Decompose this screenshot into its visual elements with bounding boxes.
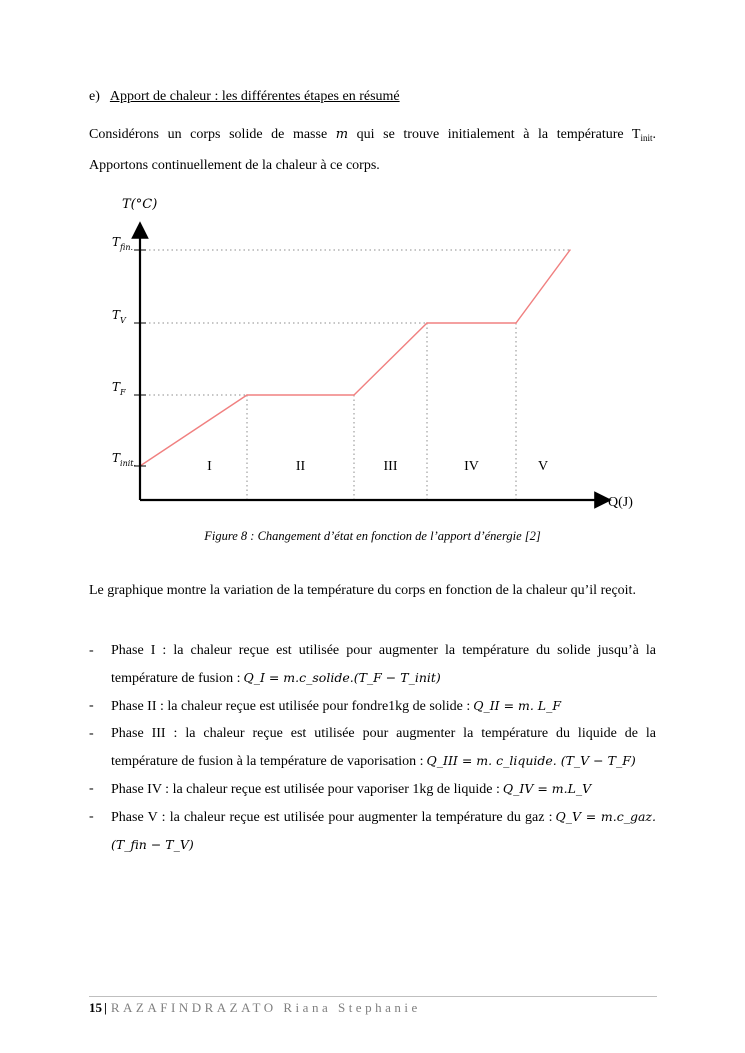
data-point	[426, 322, 428, 324]
description-paragraph: Le graphique montre la variation de la température du corps en fonction de la chaleur qu’il reçoit.	[89, 583, 636, 598]
temperature-line	[140, 250, 570, 466]
footer-rule	[89, 996, 657, 997]
list-item: - Phase V : la chaleur reçue est utilisée pour augmenter la température du gaz : Q_V = m.c_gaz.(T_fin − T_V)	[89, 809, 656, 852]
section-letter: e)	[89, 89, 100, 104]
t-init-subscript: init	[640, 133, 653, 143]
phase-label-group	[207, 459, 548, 474]
y-tick-label: $T_{fin.}$	[112, 235, 134, 252]
formula: Q_III = m. c_liquide. (T_V − T_F)	[426, 753, 636, 768]
list-item: - Phase IV : la chaleur reçue est utilisée pour vaporiser 1kg de liquide : Q_IV = m.L_V	[89, 781, 592, 797]
y-tick-label: $T_{init.}$	[112, 451, 137, 468]
data-point	[353, 394, 355, 396]
formula: Q_IV = m.L_V	[502, 781, 592, 796]
formula: Q_V = m.c_gaz.(T_fin − T_V)	[111, 809, 656, 852]
y-tick-label: $T_V$	[112, 308, 126, 325]
y-axis-label: T(°C)	[122, 197, 158, 212]
mass-symbol: m	[335, 127, 349, 142]
section-title: Apport de chaleur : les différentes étapes en résumé	[109, 89, 400, 104]
x-axis-label: Q(J)	[608, 495, 633, 510]
phase-label: I	[207, 459, 212, 474]
y-tick-label: $T_F$	[112, 380, 126, 397]
phase-label: IV	[464, 459, 479, 474]
data-point	[515, 322, 517, 324]
phase-change-chart	[100, 190, 660, 520]
chart-series	[139, 249, 571, 467]
phase-label: III	[383, 459, 398, 474]
section-heading	[89, 89, 400, 105]
phase-label: V	[537, 459, 549, 474]
intro-paragraph	[89, 121, 656, 180]
phase-list	[89, 637, 656, 859]
intro-line-1: Considérons un corps solide de masse m qui se trouve initialement à la température $T_{init}$.	[89, 127, 656, 143]
list-item: - Phase II : la chaleur reçue est utilisée pour fondre1kg de solide : Q_II = m. L_F	[89, 698, 562, 714]
list-item: - Phase III : la chaleur reçue est utilisée pour augmenter la température du liquide de la température de fusion à la température de vaporisation : Q_III = m. c_liquide. (T_V − T_F)	[89, 726, 656, 769]
figure-caption: Figure 8 : Changement d’état en fonction de l’apport d’énergie [2]	[204, 529, 541, 543]
list-item: - Phase I : la chaleur reçue est utilisée pour augmenter la température du solide jusqu’à la température de fusion : Q_I = m.c_solide.(T_F − T_init)	[89, 643, 656, 686]
footer-author: RAZAFINDRAZATO Riana Stephanie	[110, 1000, 421, 1015]
footer-separator: |	[104, 1000, 107, 1015]
data-point	[246, 394, 248, 396]
page-number: 15	[89, 1000, 102, 1015]
page-footer	[89, 1000, 421, 1016]
intro-line-2: Apportons continuellement de la chaleur à ce corps.	[89, 158, 380, 173]
formula: Q_II = m. L_F	[473, 698, 562, 713]
formula: Q_I = m.c_solide.(T_F − T_init)	[243, 670, 441, 685]
data-point	[569, 249, 571, 251]
phase-label: II	[295, 459, 306, 474]
chart-guides	[140, 250, 570, 500]
